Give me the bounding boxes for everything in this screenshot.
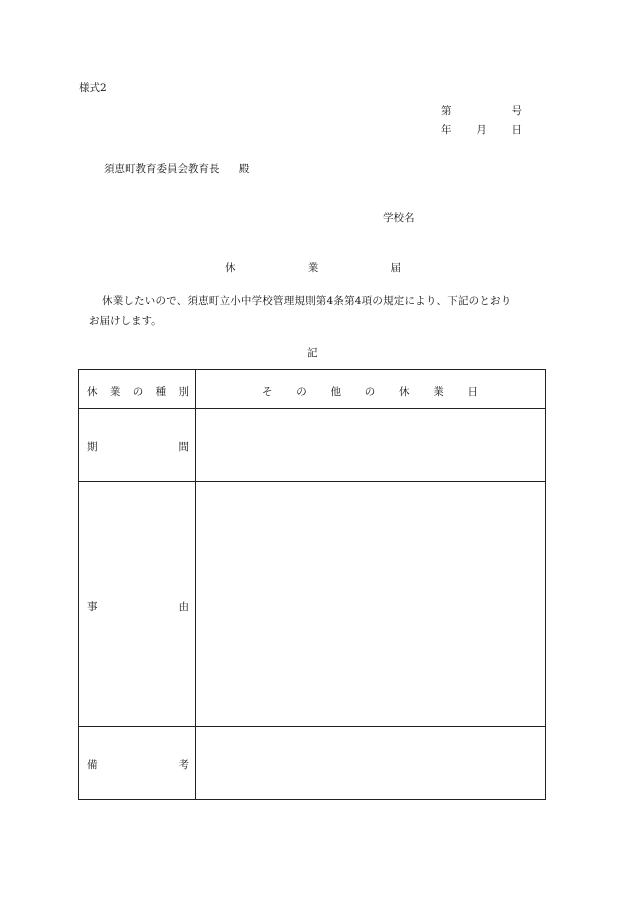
header-char: 他 bbox=[330, 386, 341, 398]
document-title bbox=[225, 263, 401, 274]
date-day: 日 bbox=[511, 124, 522, 136]
date-year: 年 bbox=[441, 124, 452, 136]
header-char: 業 bbox=[109, 386, 121, 398]
header-char: 別 bbox=[178, 386, 189, 398]
header-char: そ bbox=[262, 386, 273, 398]
date-month: 月 bbox=[476, 124, 487, 136]
header-char: 休 bbox=[87, 386, 98, 398]
form-number: 様式2 bbox=[79, 82, 107, 94]
addressee-name: 須恵町教育委員会教育長 bbox=[104, 163, 220, 175]
header-char: 業 bbox=[433, 386, 444, 398]
body-text-line1: 休業したいので、須恵町立小中学校管理規則第4条第4項の規定により、下記のとおり bbox=[102, 295, 512, 307]
header-char: 日 bbox=[467, 386, 478, 398]
reason-value-cell[interactable] bbox=[196, 482, 545, 726]
document-number-prefix: 第 bbox=[441, 105, 452, 117]
label-char: 間 bbox=[178, 441, 189, 453]
header-char: の bbox=[132, 386, 144, 398]
row-label-remarks bbox=[87, 757, 189, 772]
document-number-line bbox=[441, 106, 522, 117]
ki-heading: 記 bbox=[307, 347, 318, 359]
body-text-line2: お届けします。 bbox=[89, 315, 162, 327]
title-char: 業 bbox=[307, 262, 319, 274]
addressee-honorific: 殿 bbox=[238, 163, 250, 175]
header-char: の bbox=[364, 386, 376, 398]
school-name-label: 学校名 bbox=[383, 212, 415, 224]
header-type-label bbox=[87, 384, 189, 399]
date-line bbox=[441, 125, 522, 136]
form-table bbox=[78, 369, 546, 800]
label-char: 備 bbox=[87, 759, 98, 771]
label-char: 期 bbox=[87, 441, 98, 453]
label-char: 考 bbox=[178, 759, 189, 771]
header-other-holidays bbox=[262, 384, 478, 399]
addressee bbox=[104, 164, 249, 175]
header-char: 休 bbox=[399, 386, 410, 398]
label-char: 由 bbox=[178, 601, 189, 613]
header-char: 種 bbox=[155, 386, 167, 398]
label-char: 事 bbox=[87, 601, 98, 613]
title-char: 休 bbox=[225, 262, 236, 274]
title-char: 届 bbox=[390, 262, 401, 274]
period-value-cell[interactable] bbox=[196, 409, 545, 481]
remarks-value-cell[interactable] bbox=[196, 727, 545, 799]
row-label-reason bbox=[87, 599, 189, 614]
row-label-period bbox=[87, 439, 189, 454]
document-number-suffix: 号 bbox=[511, 105, 522, 117]
header-char: の bbox=[296, 386, 307, 398]
